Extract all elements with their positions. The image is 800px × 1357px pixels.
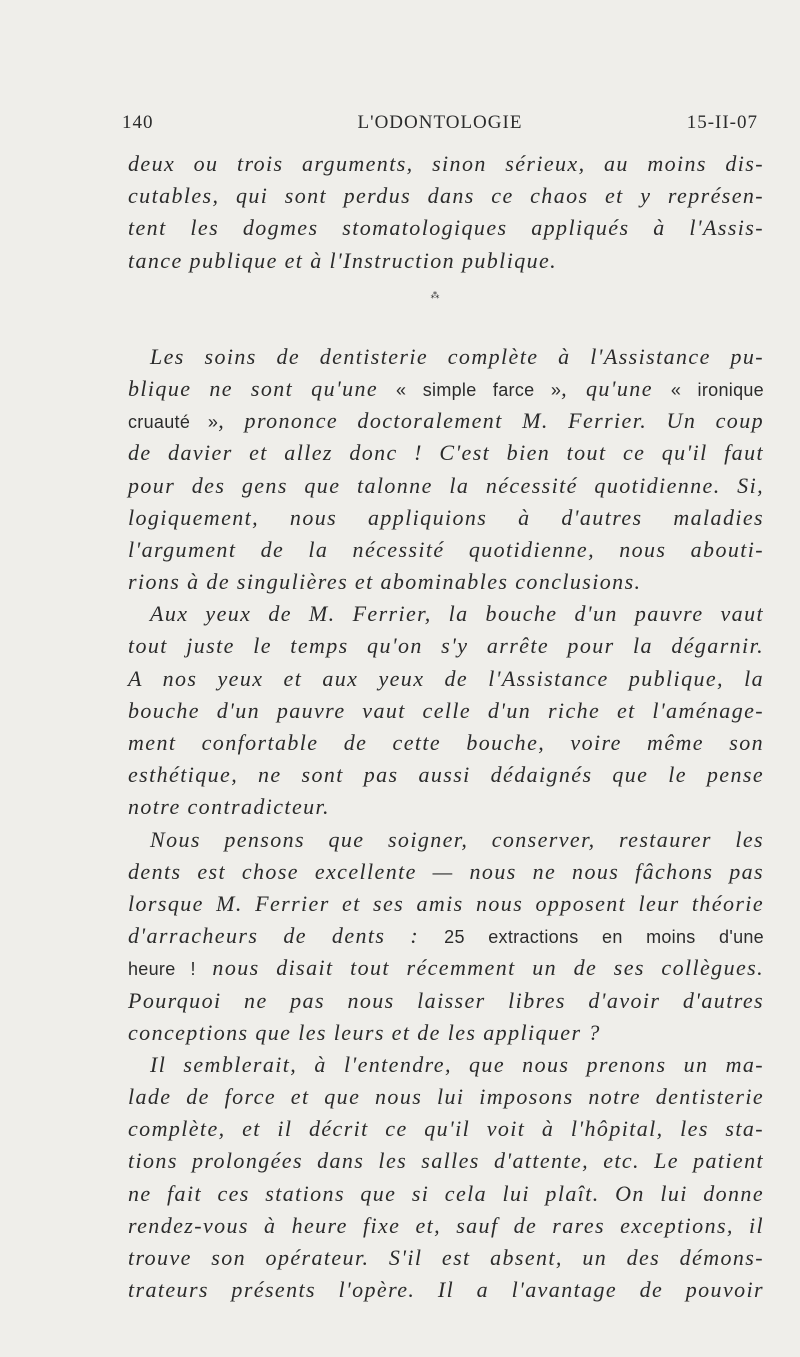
text-line (128, 1049, 764, 1081)
text-segment: de davier et allez donc ! C'est bien tout ce qu'il faut (128, 440, 764, 466)
text-line (128, 212, 764, 244)
text-line (128, 663, 764, 695)
text-line (128, 1017, 764, 1049)
section-break (128, 277, 764, 341)
text-line (128, 502, 764, 534)
text-segment: ment confortable de cette bouche, voire même son (128, 730, 764, 755)
text-segment: l'argument de la nécessité quotidienne, nous abouti- (128, 536, 764, 562)
text-line (128, 245, 764, 277)
text-line (128, 470, 764, 502)
text-segment: complète, et il décrit ce qu'il voit à l'hôpital, les sta- (128, 1116, 764, 1142)
text-segment: , prononce doctoralement M. Ferrier. Un coup (218, 408, 764, 434)
text-segment: « ironique (670, 379, 764, 400)
text-segment: pour des gens que talonne la nécessité quotidienne. Si, (128, 472, 764, 498)
text-segment: bouche d'un pauvre vaut celle d'un riche et l'aménage- (128, 697, 764, 723)
text-segment: Pourquoi ne pas nous laisser libres d'avoir d'autres (128, 987, 764, 1013)
text-line (128, 1210, 764, 1242)
text-line (128, 952, 764, 984)
text-line (128, 1081, 764, 1113)
text-segment: blique ne sont qu'une (128, 375, 397, 401)
text-segment: notre contradicteur. (128, 794, 330, 820)
text-segment: tions prolongées dans les salles d'attente, etc. Le patient (128, 1148, 764, 1174)
text-line (128, 985, 764, 1017)
text-line (128, 405, 764, 437)
asterism-ornament: ⁂ (430, 291, 440, 301)
text-line (128, 180, 764, 212)
text-line (128, 566, 764, 598)
text-segment: tent les dogmes stomatologiques appliqués à l'Assis- (128, 215, 764, 241)
text-line (128, 888, 764, 920)
text-segment: Il semblerait, à l'entendre, que nous prenons un ma- (150, 1051, 764, 1077)
text-segment: trateurs présents l'opère. Il a l'avantage de pouvoir (128, 1277, 764, 1303)
text-line (128, 373, 764, 405)
text-line (128, 856, 764, 888)
text-segment: rions à de singulières et abominables conclusions. (128, 569, 642, 595)
text-line (128, 759, 764, 791)
text-line (128, 695, 764, 727)
text-line (128, 598, 764, 630)
text-segment: deux ou trois arguments, sinon sérieux, au moins dis- (128, 151, 764, 176)
text-segment: « simple farce » (396, 379, 562, 400)
text-segment: , qu'une (561, 375, 671, 401)
text-line (128, 437, 764, 469)
text-line (128, 1274, 764, 1306)
text-line (128, 341, 764, 373)
page-header (122, 112, 758, 142)
text-segment: esthétique, ne sont pas aussi dédaignés que le pense (128, 762, 764, 788)
text-segment: trouve son opérateur. S'il est absent, un des démons- (128, 1245, 764, 1270)
text-line (128, 1145, 764, 1177)
text-line (128, 727, 764, 759)
text-segment: Aux yeux de M. Ferrier, la bouche d'un pauvre vaut (150, 601, 764, 627)
running-title: L'ODONTOLOGIE (357, 112, 523, 133)
page-number: 140 (122, 112, 154, 133)
text-segment: tance publique et à l'Instruction publique. (128, 247, 558, 273)
text-line (128, 1113, 764, 1145)
body-text (128, 148, 764, 1306)
text-segment: d'arracheurs de dents : (128, 923, 445, 949)
text-line (128, 630, 764, 662)
issue-date: 15-II-07 (686, 112, 758, 133)
text-line (128, 791, 764, 823)
text-line (128, 824, 764, 856)
text-segment: heure ! (128, 959, 196, 980)
text-segment: conceptions que les leurs et de les appliquer ? (128, 1019, 601, 1045)
text-segment: lorsque M. Ferrier et ses amis nous opposent leur théorie (128, 890, 764, 916)
text-line (128, 1178, 764, 1210)
text-segment: logiquement, nous appliquions à d'autres maladies (128, 504, 764, 530)
text-line (128, 148, 764, 180)
text-segment: rendez-vous à heure fixe et, sauf de rares exceptions, il (128, 1212, 764, 1238)
text-segment: nous disait tout récemment un de ses collègues. (195, 955, 765, 981)
text-segment: Les soins de dentisterie complète à l'Assistance pu- (150, 343, 764, 369)
text-segment: ne fait ces stations que si cela lui plaît. On lui donne (128, 1180, 764, 1206)
text-segment: 25 extractions en moins d'une (444, 927, 764, 948)
text-line (128, 920, 764, 952)
text-segment: lade de force et que nous lui imposons notre dentisterie (128, 1084, 764, 1110)
text-segment: dents est chose excellente — nous ne nous fâchons pas (128, 858, 764, 884)
text-segment: cutables, qui sont perdus dans ce chaos et y représen- (128, 183, 764, 209)
text-line (128, 534, 764, 566)
text-segment: Nous pensons que soigner, conserver, restaurer les (150, 826, 764, 852)
text-segment: A nos yeux et aux yeux de l'Assistance publique, la (128, 665, 764, 691)
text-segment: cruauté » (128, 412, 219, 433)
text-segment: tout juste le temps qu'on s'y arrête pour la dégarnir. (128, 633, 764, 659)
text-line (128, 1242, 764, 1274)
